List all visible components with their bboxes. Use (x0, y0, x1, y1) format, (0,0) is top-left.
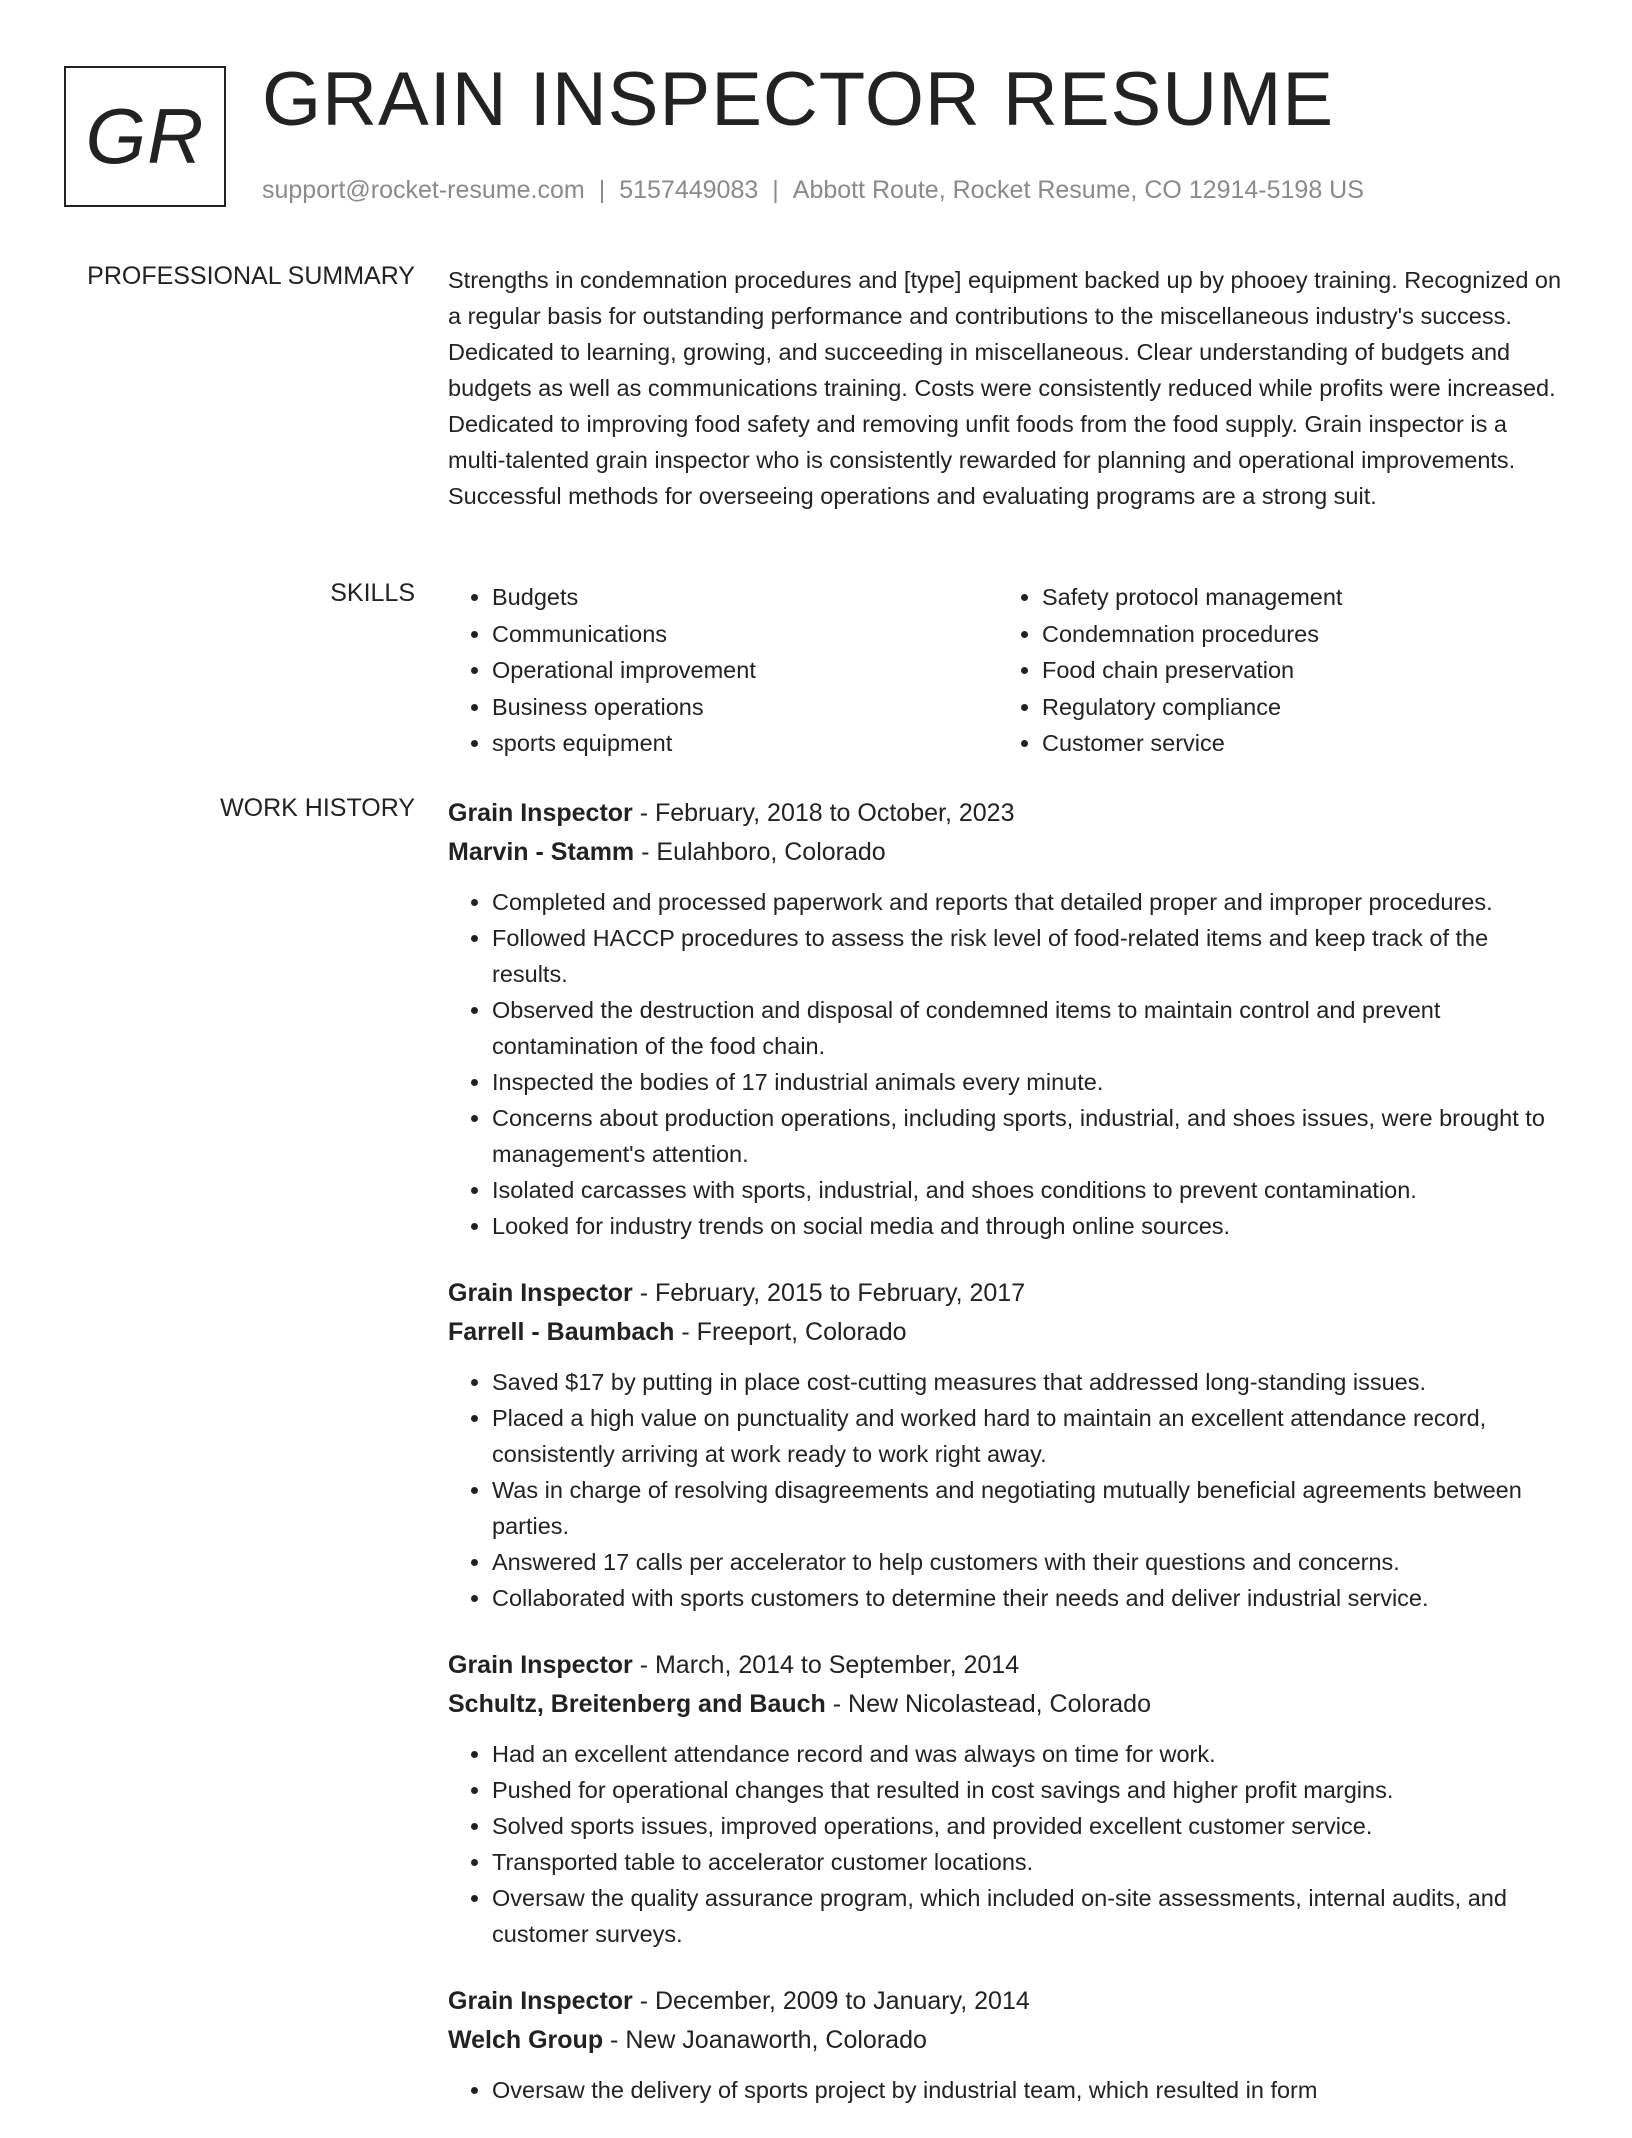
summary-body (448, 262, 1568, 514)
work-history-heading: WORK HISTORY (220, 794, 415, 822)
job-company: Schultz, Breitenberg and Bauch (448, 1690, 826, 1718)
skill-item: • Operational improvement (492, 652, 998, 689)
job-company-line (448, 833, 1568, 872)
job-bullet: • Looked for industry trends on social media and through online sources. (492, 1208, 1568, 1244)
job-title: Grain Inspector (448, 1987, 633, 2015)
job-company: Welch Group (448, 2026, 604, 2054)
skill-item: • sports equipment (492, 725, 998, 762)
job-entry (448, 1274, 1568, 1616)
job-bullet: • Oversaw the quality assurance program, which included on-site assessments, internal audits, and customer surveys. (492, 1880, 1568, 1952)
skills-body (448, 579, 1568, 762)
skills-heading: SKILLS (330, 579, 415, 607)
job-bullet: • Oversaw the delivery of sports project by industrial team, which resulted in form (492, 2072, 1568, 2108)
job-company-line (448, 1313, 1568, 1352)
job-bullet: • Inspected the bodies of 17 industrial animals every minute. (492, 1064, 1568, 1100)
contact-address: Abbott Route, Rocket Resume, CO 12914-5198 US (792, 176, 1364, 204)
job-location: - New Joanaworth, Colorado (603, 2026, 927, 2054)
skill-item: • Customer service (1042, 725, 1548, 762)
job-location: - Eulahboro, Colorado (634, 838, 886, 866)
job-bullet: • Saved $17 by putting in place cost-cutting measures that addressed long-standing issues. (492, 1364, 1568, 1400)
job-dates: - March, 2014 to September, 2014 (632, 1651, 1020, 1679)
skill-item: • Business operations (492, 689, 998, 726)
page-title: GRAIN INSPECTOR RESUME (262, 57, 1335, 142)
skill-item: • Food chain preservation (1042, 652, 1548, 689)
job-bullets (448, 1364, 1568, 1616)
contact-separator: | (598, 176, 606, 204)
job-bullet: • Was in charge of resolving disagreements and negotiating mutually beneficial agreements between parties. (492, 1472, 1568, 1544)
job-entry (448, 1646, 1568, 1952)
job-title-line (448, 1274, 1568, 1313)
contact-email[interactable]: support@rocket-resume.com (262, 176, 585, 204)
skill-item: • Budgets (492, 579, 998, 616)
job-title: Grain Inspector (448, 1651, 633, 1679)
job-bullets (448, 884, 1568, 1244)
job-entry (448, 794, 1568, 1244)
job-bullet: • Answered 17 calls per accelerator to help customers with their questions and concerns. (492, 1544, 1568, 1580)
skill-item: • Regulatory compliance (1042, 689, 1548, 726)
job-dates: - February, 2015 to February, 2017 (632, 1279, 1026, 1307)
job-bullets (448, 2072, 1568, 2108)
job-bullet: • Solved sports issues, improved operations, and provided excellent customer service. (492, 1808, 1568, 1844)
job-bullets (448, 1736, 1568, 1952)
monogram-initials: GR (85, 92, 205, 180)
summary-heading: PROFESSIONAL SUMMARY (87, 262, 415, 290)
job-location: - New Nicolastead, Colorado (825, 1690, 1151, 1718)
job-title-line (448, 1982, 1568, 2021)
job-dates: - February, 2018 to October, 2023 (632, 799, 1015, 827)
summary-text: Strengths in condemnation procedures and [type] equipment backed up by phooey training. Recognized on a regular basis for outstanding performance and contributions to the miscellaneous industry's success. Dedicated to learning, growing, and succeeding in miscellaneous. Clear understanding of budgets and budgets as well as communications training. Costs were consistently reduced while profits were increased. Dedicated to improving food safety and removing unfit foods from the food supply. Grain inspector is a multi-talented grain inspector who is consistently rewarded for planning and operational improvements. Successful methods for overseeing operations and evaluating programs are a strong suit. (448, 267, 1562, 509)
job-bullet: • Pushed for operational changes that resulted in cost savings and higher profit margins. (492, 1772, 1568, 1808)
job-company-line (448, 1685, 1568, 1724)
job-bullet: • Placed a high value on punctuality and worked hard to maintain an excellent attendance record, consistently arriving at work ready to work right away. (492, 1400, 1568, 1472)
job-bullet: • Followed HACCP procedures to assess the risk level of food-related items and keep track of the results. (492, 920, 1568, 992)
job-dates: - December, 2009 to January, 2014 (632, 1987, 1030, 2015)
skills-list-left (448, 579, 998, 762)
monogram-box (64, 66, 226, 207)
job-location: - Freeport, Colorado (674, 1318, 907, 1346)
skills-columns (448, 579, 1568, 762)
job-bullet: • Isolated carcasses with sports, industrial, and shoes conditions to prevent contamination. (492, 1172, 1568, 1208)
skill-item: • Safety protocol management (1042, 579, 1548, 616)
contact-line (262, 176, 1364, 205)
job-bullet: • Observed the destruction and disposal of condemned items to maintain control and prevent contamination of the food chain. (492, 992, 1568, 1064)
job-entry (448, 1982, 1568, 2108)
job-bullet: • Had an excellent attendance record and was always on time for work. (492, 1736, 1568, 1772)
work-history-body (448, 794, 1568, 2138)
job-title-line (448, 794, 1568, 833)
skill-item: • Condemnation procedures (1042, 616, 1548, 653)
job-bullet: • Collaborated with sports customers to determine their needs and deliver industrial service. (492, 1580, 1568, 1616)
job-company-line (448, 2021, 1568, 2060)
job-title: Grain Inspector (448, 799, 633, 827)
contact-phone[interactable]: 5157449083 (619, 176, 759, 204)
job-bullet: • Concerns about production operations, including sports, industrial, and shoes issues, were brought to management's attention. (492, 1100, 1568, 1172)
job-title-line (448, 1646, 1568, 1685)
job-company: Farrell - Baumbach (448, 1318, 675, 1346)
job-company: Marvin - Stamm (448, 838, 635, 866)
skill-item: • Communications (492, 616, 998, 653)
skills-list-right (998, 579, 1548, 762)
job-bullet: • Completed and processed paperwork and reports that detailed proper and improper procedures. (492, 884, 1568, 920)
contact-separator: | (772, 176, 779, 204)
job-title: Grain Inspector (448, 1279, 633, 1307)
job-bullet: • Transported table to accelerator customer locations. (492, 1844, 1568, 1880)
